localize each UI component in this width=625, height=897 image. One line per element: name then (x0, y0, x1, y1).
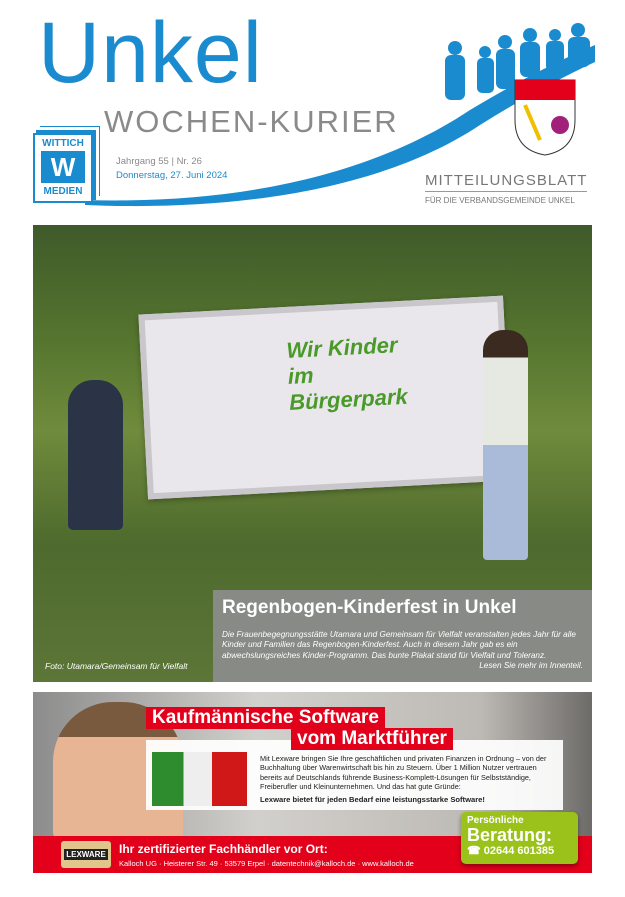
ad-body: Mit Lexware bringen Sie Ihre geschäftlichen und privaten Finanzen in Ordnung – von der Buchhaltung über Warenwirtschaft bis hin zu Steuern. Über 1 Million Nutzer vertrauen bereits auf Deutschlands führende Business-Komplett-Lösungen für Selbstständige, Freiberufler und Kleinunternehmen. Und das hat gute Gründe: (260, 754, 547, 792)
dealer-address: Kalloch UG · Heisterer Str. 49 · 53579 Erpel · datentechnik@kalloch.de · www.kalloch.de (119, 859, 414, 868)
ad-claim: Lexware bietet für jeden Bedarf eine leistungsstarke Software! (260, 794, 485, 804)
lexware-ad[interactable] (33, 692, 592, 873)
read-more: Lesen Sie mehr im Innenteil. (479, 660, 583, 670)
call-line-1: Persönliche (467, 815, 524, 826)
lexware-logo: LEXWARE (61, 841, 111, 868)
bulletin-sub: FÜR DIE VERBANDSGEMEINDE UNKEL (425, 196, 575, 205)
ad-headline-1: Kaufmännische Software (146, 707, 385, 729)
dealer-heading: Ihr zertifizierter Fachhändler vor Ort: (119, 842, 328, 856)
photo-credit: Foto: Utamara/Gemeinsam für Vielfalt (45, 661, 188, 671)
cover-caption (213, 590, 592, 682)
masthead-title: Unkel (38, 5, 263, 101)
child-left (68, 380, 123, 530)
publisher-logo: WITTICH W MEDIEN (33, 133, 93, 203)
phone-number: 02644 601385 (483, 845, 555, 857)
cover-photo (33, 225, 592, 682)
issue-date: Donnerstag, 27. Juni 2024 (116, 170, 228, 181)
consultation-badge[interactable] (461, 812, 578, 864)
kids-banner (138, 296, 512, 500)
child-right (483, 330, 528, 560)
coat-of-arms-icon (515, 80, 575, 155)
cover-headline: Regenbogen-Kinderfest in Unkel (222, 597, 517, 618)
masthead-subtitle: WOCHEN-KURIER (104, 104, 399, 139)
cover-body: Die Frauenbegegnungsstätte Utamara und Gemeinsam für Vielfalt veranstalten jedes Jahr für alle Kinder und Familien das Regenbogen-Kinderfest. Auch in diesem Jahr gab es ein abwechslungsreiches Kinder-Programm. Das bunte Plakat stand für Vielfalt und Toleranz. (222, 630, 576, 660)
software-boxes-image (152, 752, 247, 806)
ad-text-box (146, 740, 563, 810)
banner-text: Wir Kinder im Bürgerpark (285, 332, 409, 415)
issue-number: Jahrgang 55 | Nr. 26 (116, 156, 202, 167)
phone-icon: ☎ (467, 845, 484, 857)
ad-headline-2: vom Marktführer (291, 728, 453, 750)
bulletin-label: MITTEILUNGSBLATT (425, 172, 587, 192)
call-line-2: Beratung: (467, 825, 552, 845)
